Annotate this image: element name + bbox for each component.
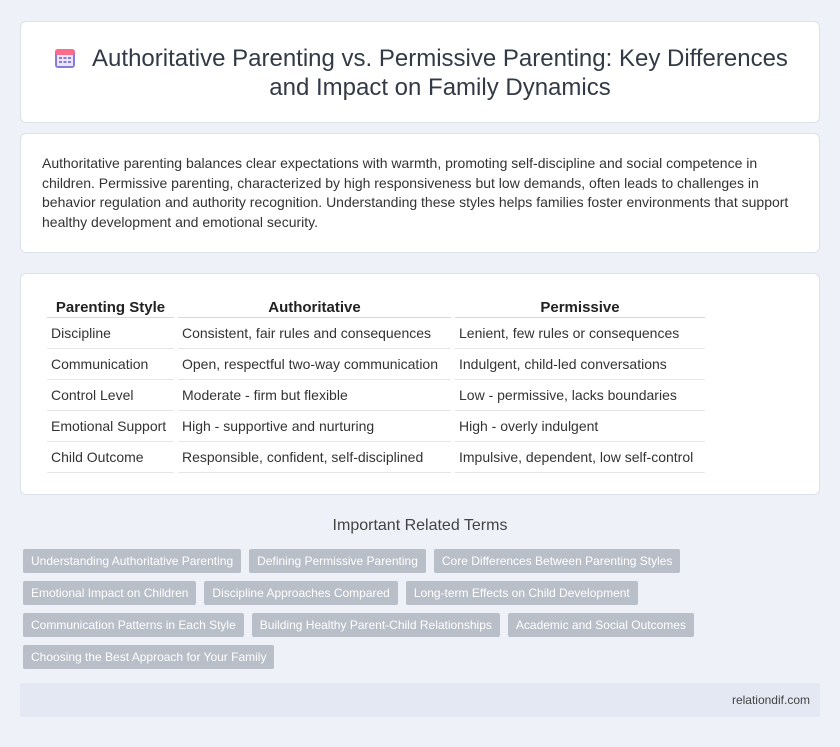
authoritative-cell: Open, respectful two-way communication <box>178 349 451 380</box>
row-label: Discipline <box>47 318 174 349</box>
related-term-tag[interactable]: Long-term Effects on Child Development <box>406 581 638 605</box>
comparison-table <box>43 297 709 473</box>
permissive-cell: Impulsive, dependent, low self-control <box>455 442 705 473</box>
related-terms-heading: Important Related Terms <box>332 517 508 534</box>
related-term-tag[interactable]: Defining Permissive Parenting <box>249 549 426 573</box>
footer-bar <box>20 683 820 717</box>
permissive-cell: Lenient, few rules or consequences <box>455 318 705 349</box>
row-label: Emotional Support <box>47 411 174 442</box>
authoritative-cell: Responsible, confident, self-disciplined <box>178 442 451 473</box>
table-row <box>47 442 705 473</box>
permissive-cell: Indulgent, child-led conversations <box>455 349 705 380</box>
header-authoritative: Authoritative <box>178 297 451 318</box>
header-permissive: Permissive <box>455 297 705 318</box>
table-row <box>47 318 705 349</box>
intro-paragraph: Authoritative parenting balances clear expectations with warmth, promoting self-discipline and social competence in children. Permissive parenting, characterized by high responsiveness but low demands, often leads to challenges in behavior regulation and authority recognition. Understanding these styles helps families foster environments that support healthy development and emotional security. <box>42 155 789 230</box>
site-name[interactable]: relationdif.com <box>731 693 810 707</box>
table-row <box>47 380 705 411</box>
permissive-cell: High - overly indulgent <box>455 411 705 442</box>
table-row <box>47 411 705 442</box>
authoritative-cell: High - supportive and nurturing <box>178 411 451 442</box>
related-term-tag[interactable]: Communication Patterns in Each Style <box>23 613 244 637</box>
related-term-tag[interactable]: Building Healthy Parent-Child Relationships <box>252 613 500 637</box>
related-term-tag[interactable]: Emotional Impact on Children <box>23 581 196 605</box>
row-label: Child Outcome <box>47 442 174 473</box>
related-term-tag[interactable]: Academic and Social Outcomes <box>508 613 694 637</box>
table-header-row <box>47 297 705 318</box>
comparison-card <box>20 273 820 495</box>
related-term-tag[interactable]: Choosing the Best Approach for Your Family <box>23 645 274 669</box>
related-term-tag[interactable]: Understanding Authoritative Parenting <box>23 549 241 573</box>
related-term-tag[interactable]: Discipline Approaches Compared <box>204 581 397 605</box>
related-terms-list <box>23 549 813 677</box>
page-title: Authoritative Parenting vs. Permissive Parenting: Key Differences and Impact on Family Dynamics <box>92 45 788 101</box>
header-parenting-style: Parenting Style <box>47 297 174 318</box>
related-term-tag[interactable]: Core Differences Between Parenting Styles <box>434 549 681 573</box>
table-row <box>47 349 705 380</box>
authoritative-cell: Moderate - firm but flexible <box>178 380 451 411</box>
row-label: Control Level <box>47 380 174 411</box>
intro-card <box>20 133 820 253</box>
title-card <box>20 21 820 123</box>
row-label: Communication <box>47 349 174 380</box>
authoritative-cell: Consistent, fair rules and consequences <box>178 318 451 349</box>
permissive-cell: Low - permissive, lacks boundaries <box>455 380 705 411</box>
